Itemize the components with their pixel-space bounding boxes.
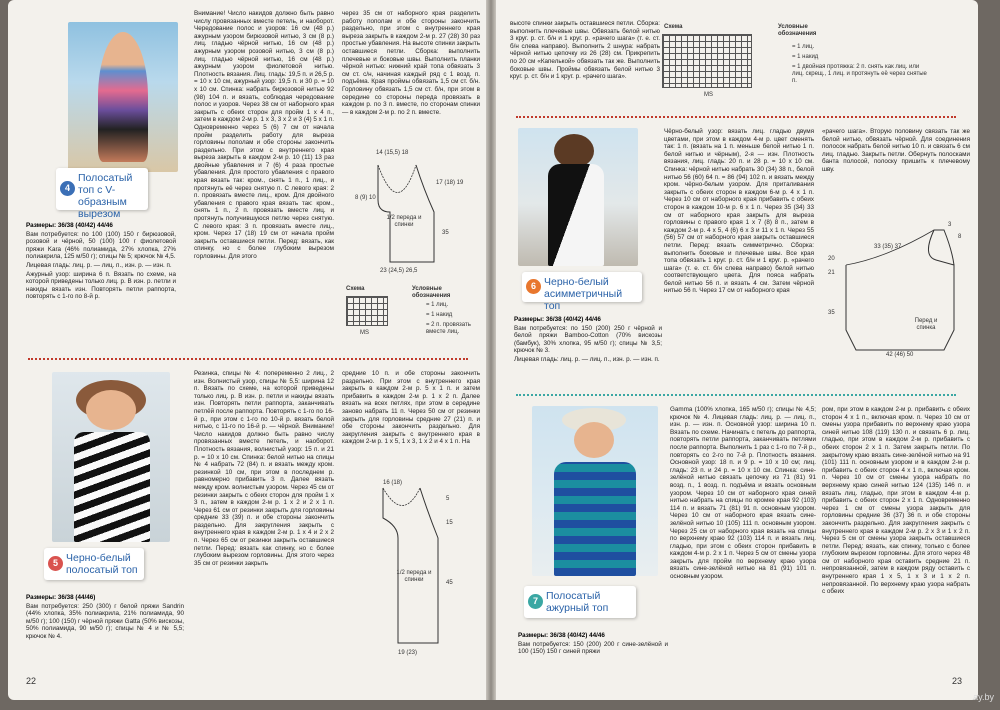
item7-number-badge: 7 — [528, 594, 543, 609]
item4-schematic-label-center: 1/2 переда и спинки — [386, 215, 422, 228]
item6-materials — [514, 316, 662, 380]
item5-photo — [52, 372, 170, 542]
item4-label — [56, 168, 148, 220]
item6-instructions-col2: «рачего шага». Вторую половину связать так же белой нитью, обвязать чёрной. Для соединения полосок набрать белой нитью 10 п. и связать 6 см лиц. гладью. Закрыть петли. Обернуть полосками банта полосой, полоску пришить к плечевому шву. — [822, 128, 970, 173]
item7-label — [524, 586, 636, 618]
item4-ms-label: MS — [360, 330, 369, 336]
item6-schematic-label-5: 21 — [828, 270, 835, 276]
right-page — [496, 0, 978, 700]
item5-instructions-col1: Резинка, спицы № 4: попеременно 2 лиц., 2 изн. Волнистый узор, спицы № 5,5: ширина 12 п. Вязать по схеме, на которой приведены только лиц. р. В изн. р. петли и накиды вязать изн. Повторять петли раппорта, заканчивать петлёй после раппорта. Повторять с 1-го по 16-й р., при этом с 1-го по 10-й р. вязать белой нитью, с 11-го по 16-й р. — чёрной. Внимание! Число накидов должно быть равно числу провязанных вместе петель, и наоборот. Плотность вязания, волнистый узор: 15 п. и 21 р. = 10 х 10 см. Спинка: белой нитью на спицы № 4 набрать 72 (84) п. и вязать между кром. резинкой 10 см, при этом в последнем р. равномерно прибавить 3 п. Далее вязать между кром. волнистым узором. Через 45 см от резинки закрыть с обеих сторон для пройм 1 х 3 п., затем в каждом 2-м р. 1 х 2 и 2 х 1 п. Через 61 см от резинки закрыть для горловины средние 33 (39) п. и обе стороны закончить раздельно. Для закругления закрыть с внутреннего края в каждом 2-м р. 1 х 4 и 2 х 2 п. Через 65 см от резинки закрыть оставшиеся петли. Перед: вязать как спинку, но с более глубоким вырезом горловины. Для этого через 35 см от резинки закрыть — [194, 370, 334, 567]
item6-label — [522, 272, 642, 312]
item4-instructions-col2: через 35 см от наборного края разделить работу пополам и обе стороны закончить раздельно, при этом с внутреннего края выреза закрыть в каждом 2-м р. 27 (28) 30 раз простые убавления. На высоте спинки закрыть оставшиеся петли. Сборка: выполнить плечевые и боковые швы. Выполнить планки чёрной нитью: нижний край топа обвязать 3 см ст. с/н, начиная каждый ряд с 1 возд. п. подъёма. Края проймы обвязать 1,5 см ст. б/н. Горловину обвязать 1,5 см ст. б/н, при этом в середине со стороны переда провязать в каждом р. по 3 п. вместе, по сторонам спинки — в каждом 2-м р. по 2 п. вместе. — [342, 10, 480, 116]
item7-ms-label: MS — [704, 92, 713, 98]
item4-photo — [68, 22, 178, 172]
item6-schematic-label-3: 33 (35) 37 — [874, 244, 902, 250]
item4-sizes: Размеры: 36/38 (40/42) 44/46 — [26, 222, 113, 229]
item7-legend-item-2: = 1 накид — [792, 54, 819, 60]
item4-legend-item-1: = 1 лиц. — [426, 302, 449, 308]
item4-schematic-label-height: 35 — [442, 230, 449, 236]
item6-photo — [518, 128, 638, 266]
item4-legend-title: Условные обозначения — [412, 286, 451, 299]
item5-schematic-label-center: 1/2 переда и спинки — [396, 570, 432, 583]
item4-instructions-col1: Внимание! Число накидов должно быть равно числу провязанных вместе петель, и наоборот. Чередование полос и узоров: 16 см (48 р.) ажурным узором бирюзовой нитью, 3 см (8 р.) лиц. гладью чёрной нитью, 16 см (48 р.) ажурным узором розовой нитью, 3 см (8 р.) лиц. гладью чёрной нитью, 16 см (48 р.) ажурным узором фиолетовой нитью. Плотность вязания. Лиц. гладь: 19,5 п. и 26,5 р. = 10 х 10 см, ажурный узор: 19,5 п. и 30 р. = 10 х 10 см. Спинка: набрать бирюзовой нитью 92 (98) 104 п. и вязать, соблюдая чередование полос и узоров. Через 38 см от наборного края закрыть с обеих сторон для пройм 1 х 4 п., затем в каждом 2-м р. 1 х 3, 3 х 2 и 3 (4) 5 х 1 п. Одновременно через 5 (6) 7 см от начала пройм разделить работу для выреза горловины пополам и обе стороны закончить раздельно. При этом с внутреннего края выреза закрыть в каждом 2-м р. 10 (11) 13 раз двойные убавления и 7 (6) 4 раза простые убавления. Для простого убавления с правого края вязать так: кром., снять 1 п., 1 лиц., и протянуть её через снятую п. С левого края: 2 п. провязать вместе лиц., кром. Для двойного убавления с правого края вязать так: кром., снять 1 п., 2 п. провязать вместе лиц. и протянуть получившуюся петлю через снятую. С левого края: 3 п. провязать вместе лиц., кром. Через 17 (18) 19 см от начала пройм закрыть оставшиеся петли. Перед: вязать, как спинку, но с более глубоким вырезом горловины. Для этого — [194, 10, 334, 260]
item6-schematic-label-6: 35 — [828, 310, 835, 316]
item5-materials — [26, 594, 184, 668]
item6-stockinette: Лицевая гладь: лиц. р. — лиц. п., изн. р. — изн. п. — [514, 355, 660, 363]
item4-materials — [26, 222, 176, 347]
item4-schematic-label-top: 14 (15,5) 18 — [376, 150, 409, 156]
item7-photo — [532, 406, 658, 576]
item4-stockinette: Лицевая гладь: лиц. р. — лиц. п., изн. р. — изн. п. — [26, 261, 172, 269]
item7-legend-item-3: = 1 двойная протяжка: 2 п. снять как лиц. или лиц. скрещ., 1 лиц. и протянуть её через снятые п. — [792, 64, 927, 84]
item7-sizes: Размеры: 36/38 (40/42) 44/46 — [518, 632, 605, 639]
item4-schematic-label-bottom: 23 (24,5) 26,5 — [380, 268, 418, 274]
item5-schematic-label-top: 16 (18) — [383, 480, 403, 486]
left-page — [8, 0, 486, 700]
item6-sizes: Размеры: 36/38 (40/42) 44/46 — [514, 316, 601, 323]
item5-title: Черно-белый полосатый топ — [66, 552, 138, 576]
item4-lace-pattern: Ажурный узор: ширина 6 п. Вязать по схеме, на которой приведены только лиц. р. В изн. р. петли и накиды вязать изн. Повторять петли раппорта, повторять с 1-го по 8-й р. — [26, 270, 176, 301]
left-section-divider — [28, 358, 468, 360]
item4-schema-title: Схема — [346, 286, 365, 292]
item5-schematic-label-five: 5 — [446, 496, 450, 502]
item6-schematic-label-7: Перед и спинка — [914, 318, 938, 331]
item4-legend-item-3: = 2 п. провязать вместе лиц. — [426, 322, 471, 335]
item7-instructions-col1: Gamma (100% хлопка, 165 м/50 г); спицы № 4,5; крючок № 4. Лицевая гладь: лиц. р. — лиц. п., изн. р. — изн. п. Основной узор: ширина 10 п. Вязать по схеме. Начинать с петель до раппорта, повторять петли раппорта, заканчивать петлями после раппорта. Выполнить 1 раз с 1-го по 7-й р., повторять со 2-го по 7-й р. Плотность вязания. Основной узор: 18 п. и 9 р. = 10 х 10 см; лиц. гладь: 23 п. и 24 р. = 10 х 10 см. Спинка: сине-зелёной нитью связать цепочку из 71 (81) 91 возд. п., 1 возд. п. подъёма и вязать основным узором. Через 10 см от наборного края синей нитью набрать на спицы по кромке края 92 (103) 114 п. и вязать 71 (81) 91 п. основным узором. Через 10 см от наборного края вязать сине-зелёной нитью 10 (105) 111 п. основным узором. Через 25 см от наборного края вязать на спицы по верхнему краю 92 (103) 114 п. и вязать лиц. гладью, при этом с обеих сторон прибавить в каждом 4-м р. 2 х 1 п. Через 5 см от смены узора закрыть для пройм по верхнему краю узора вязать сине-зелёной нитью на 81 (91) 101 п. основным узором. — [670, 406, 816, 581]
item4-legend-item-2: = 1 накид — [426, 312, 453, 318]
spine-gutter — [486, 0, 496, 700]
item7-legend-item-1: = 1 лиц. — [792, 44, 815, 50]
item4-schematic-label-right: 17 (18) 19 — [436, 180, 464, 186]
item5-instructions-col2: средние 10 п. и обе стороны закончить раздельно. При этом с внутреннего края закрыть в каждом 2-м р. 5 х 1 п. и затем прибавить в каждом 2-м р. 1 х 2 п. Далее вязать на всех петлях, при этом в середине заново набрать 11 п. Через 50 см от резинки закрыть для горловины средние 27 (21) п. и обе стороны закончить раздельно. Для закругления закрыть с внутреннего края в каждом 2-м р. 1 х 5, 1 х 3, 1 х 2 и 4 х 1 п. На — [342, 370, 480, 446]
item7-materials — [518, 632, 668, 668]
item6-garment-schematic — [826, 220, 974, 360]
item4-stitch-chart — [346, 296, 388, 326]
item5-label — [44, 548, 144, 580]
item5-number-badge: 5 — [48, 556, 63, 571]
left-page-number: 22 — [26, 676, 37, 686]
item5-schematic-label-fifteen: 15 — [446, 520, 453, 526]
item4-title: Полосатый топ с V-образным вырезом — [78, 172, 133, 220]
item5-continuation: высоте спинки закрыть оставшиеся петли. Сборка: выполнить плечевые швы. Обвязать белой нитью 3 круг. р. ст. б/н и 1 круг. р. «рачего шага» (т. е. ст. б/н слева направо). Выполнить 2 шнура: набрать чёрной нитью цепочку из 26 (28) см. Прикрепить по 20 см «Капелькой» обвязать так же. Выполнить боковые швы. Проймы обвязать белой нитью 3 круг. р. ст. б/н и 1 круг. р. «рачего шага». — [510, 20, 660, 81]
item7-yarn: Вам потребуется: 150 (200) 200 г сине-зелёной и 100 (150) 150 г синей пряжи — [518, 640, 668, 656]
item4-schematic-label-left: 8 (9) 10 — [355, 195, 376, 201]
item6-schematic-label-1: 3 — [948, 222, 952, 228]
item6-schematic-label-8: 42 (46) 50 — [886, 352, 914, 358]
item6-title: Черно-белый асимметричный топ — [544, 276, 623, 312]
right-top-divider — [516, 116, 956, 118]
item5-sizes: Размеры: 36/38 (44/46) — [26, 594, 96, 601]
item7-instructions-col2: ром, при этом в каждом 2-м р. прибавить с обеих сторон 4 х 1 п., включая кром. п. Через 10 см от смены узора прибавить по верхнему краю узора синей нитью 108 (119) 130 п. и связать 6 р. лиц. гладью, при этом в каждом 2-м р. прибавить с обеих сторон 2 х 1 п. Затем закрыть петли. По закрытому краю вязать сине-зелёной нитью на 91 (101) 111 п. основным узором и в каждом 2-м р. прибавить с обеих сторон 4 х 1 п., включая кром. п. Через 10 см от смены узора набрать по верхнему краю синей нитью 124 (135) 146 п. и вязать лиц. гладью, при этом в каждом 4-м р. прибавить с обеих сторон 2 х 1 п. Одновременно через 1 см от смены узора закрыть для горловины средние 36 (37) 36 п. и обе стороны закончить раздельно. Для закругления закрыть с внутреннего края в каждом 2-м р. 2 х 3 и 1 х 2 п. Через 5 см от смены узора закрыть оставшиеся петли. Перед: вязать, как спинку, только с более глубоким вырезом горловины. Для этого через 48 см от наборного края оставить средние 21 п. непровязанной, затем в каждом ряду оставить с внутреннего края 1 х 5, 1 х 3 и 1 х 2 п. непровязанной. По верхнему краю узора набрать с обеих — [822, 406, 970, 596]
item5-schematic-label-bottom: 19 (23) — [398, 650, 418, 656]
watermark: ay.by — [973, 692, 994, 702]
item6-number-badge: 6 — [526, 279, 541, 294]
item5-schematic-label-height: 45 — [446, 580, 453, 586]
item5-yarn: Вам потребуется: 250 (300) г белой пряжи Sandrin (44% хлопка, 35% полиакрила, 21% полиамида, 90 м/50 г); 100 (150) г чёрной пряжи Gatta (50% вискозы, 50% полиамида, 90 м/50 г); спицы № 4 и № 5,5; крючок № 4. — [26, 602, 184, 640]
item7-legend-title: Условные обозначения — [778, 24, 817, 37]
right-bottom-divider — [516, 394, 956, 396]
item7-stitch-chart — [662, 34, 752, 88]
right-page-number: 23 — [952, 676, 963, 686]
item4-yarn: Вам потребуется: по 100 (100) 150 г бирюзовой, розовой и чёрной, 50 (100) 100 г фиолетовой пряжи Kara (46% полиамида, 27% хлопка, 27% полиакрила, 125 м/50 г); спицы № 5; крючок № 4,5. — [26, 230, 176, 261]
item6-instructions-col1: Чёрно-белый узор: вязать лиц. гладью двумя цветами, при этом в каждом 4-м р. цвет сменять так: 1 п. (вязать на 1 п. меньше белой нитью 1 п. белой нитью и чёрным), 2-я — изн. Плотность вязания, лиц. гладь: 20 п. и 28 р. = 10 х 10 см. Спинка: чёрной нитью набрать 30 (34) 38 п., белой нитью 56 (60) 64 п. = 86 (94) 102 п. и вязать между кром. чёрно-белым узором. Для приталивания закрыть с обеих сторон в каждом 6-м р. 4 х 1 п. Через 10 см от наборного края прибавить с обеих сторон в каждом 10-м р. 6 х 1 п. Через 35 (34) 33 см от наборного края закрыть для выреза горловины с правого края 1 х 7 (8) 8 п., затем в каждом 2-м р. 4 х 5, 4 (6) 6 х 3 и 11 х 1 п. Через 55 (56) 57 см от наборного края закрыть оставшиеся петли. Перед: вязать симметрично. Сборка: выполнить боковые и плечевые швы. Все края топа обвязать 1 круг. р. ст. б/н и 1 круг. р. «рачего шага» (т. е. ст. б/н слева направо) белой нитью соответствующего цвета. Для пояса набрать белой нитью 56 п. и вязать 4 см. Затем чёрной нитью 56 п. Через 17 см от наборного края — [664, 128, 814, 295]
item6-yarn: Вам потребуется: по 150 (200) 250 г чёрной и белой пряжи Bamboo-Cotton (70% вискозы (бамбук), 30% хлопка, 95 м/50 г); спицы № 3,5; крючок № 3. — [514, 324, 662, 355]
item7-title: Полосатый ажурный топ — [546, 590, 609, 614]
item7-schema-title: Схема — [664, 24, 683, 30]
item4-number-badge: 4 — [60, 181, 75, 196]
item6-schematic-label-2: 8 — [958, 234, 962, 240]
item6-schematic-label-4: 20 — [828, 256, 835, 262]
